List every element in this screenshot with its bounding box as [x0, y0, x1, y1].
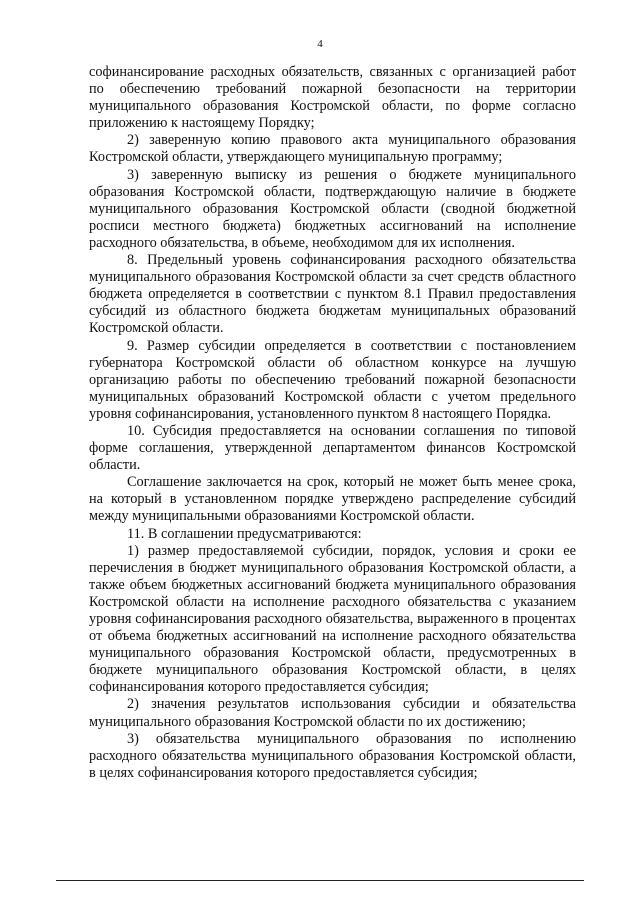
paragraph-clause-11: 11. В соглашении предусматриваются:	[127, 525, 362, 542]
paragraph-clause-10: 10. Субсидия предоставляется на основании соглашения по типовой форме соглашения, утвержденной департаментом финансов Костромской области.	[89, 422, 576, 474]
paragraph-clause-11-item-3: 3) обязательства муниципального образования по исполнению расходного обязательства муниципального образования Костромской области, в целях софинансирования которого предоставляется субсидия;	[89, 730, 576, 781]
paragraph-item-2: 2) заверенную копию правового акта муниципального образования Костромской области, утверждающего муниципальную программу;	[89, 132, 576, 166]
paragraph-clause-8: 8. Предельный уровень софинансирования расходного обязательства муниципального образования Костромской области за счет средств областного бюджета определяется в соответствии с пунктом 8.1 Правил предоставления субсидий из областного бюджета бюджетам муниципальных образований Костромской области.	[89, 252, 576, 337]
paragraph-clause-9: 9. Размер субсидии определяется в соответствии с постановлением губернатора Костромской области об областном конкурсе на лучшую организацию работы по обеспечению требований пожарной безопасности муниципальных образований Костромской области с учетом предельного уровня софинансирования, установленного пунктом 8 настоящего Порядка.	[89, 337, 576, 422]
paragraph-clause-11-item-2: 2) значения результатов использования субсидии и обязательства муниципального образования Костромской области по их достижению;	[89, 696, 576, 730]
paragraph-clause-11-item-1: 1) размер предоставляемой субсидии, порядок, условия и сроки ее перечисления в бюджет муниципального образования Костромской области, а также объем бюджетных ассигнований бюджета муниципального образования Костромской области на исполнение расходного обязательства с указанием уровня софинансирования расходного обязательства, выраженного в процентах от объема бюджетных ассигнований на исполнение расходного обязательства муниципального образования Костромской области, предусмотренных в бюджете муниципального образования Костромской области, в целях софинансирования которого предоставляется субсидия;	[89, 542, 576, 696]
paragraph-item-3: 3) заверенную выписку из решения о бюджете муниципального образования Костромской области, подтверждающую наличие в бюджете муниципального образования Костромской области (сводной бюджетной росписи местного бюджета) бюджетных ассигнований на исполнение расходного обязательства, в объеме, необходимом для их исполнения.	[89, 166, 576, 251]
page-number: 4	[317, 38, 323, 50]
document-body	[89, 64, 576, 782]
paragraph-continuation: софинансирование расходных обязательств, связанных с организацией работ по обеспечению требований пожарной безопасности на территории муниципального образования Костромской области, по форме согласно приложению к настоящему Порядку;	[89, 64, 576, 132]
bottom-divider	[56, 880, 584, 881]
paragraph-agreement-term: Соглашение заключается на срок, который не может быть менее срока, на который в установленном порядке утверждено распределение субсидий между муниципальными образованиями Костромской области.	[89, 474, 576, 525]
